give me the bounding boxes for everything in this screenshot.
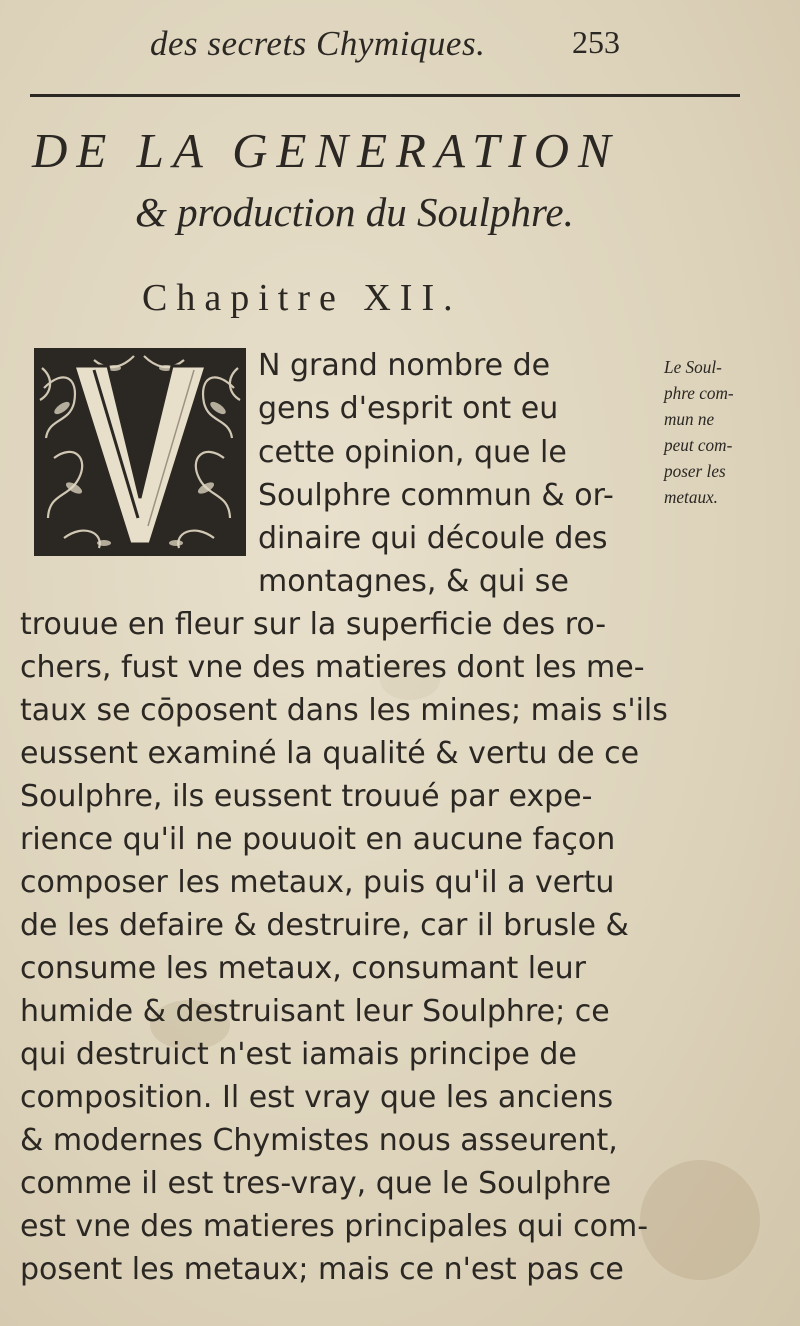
text-line: cette opinion, que le bbox=[258, 435, 567, 470]
chapter-number: Chapitre XII. bbox=[142, 277, 462, 319]
text-line: & modernes Chymistes nous asseurent, bbox=[20, 1123, 618, 1158]
text-line: taux se cōposent dans les mines; mais s'ils bbox=[20, 693, 668, 728]
margin-note-line: poser les bbox=[664, 461, 726, 481]
text-line: consume les metaux, consumant leur bbox=[20, 951, 586, 986]
text-line: montagnes, & qui se bbox=[258, 564, 569, 599]
text-line: rience qu'il ne pouuoit en aucune façon bbox=[20, 822, 616, 857]
running-title: des secrets Chymiques. bbox=[150, 24, 486, 63]
margin-note bbox=[664, 354, 800, 510]
margin-note-line: peut com- bbox=[664, 435, 733, 455]
text-line: de les defaire & destruire, car il brusle & bbox=[20, 908, 629, 943]
text-line: eussent examiné la qualité & vertu de ce bbox=[20, 736, 640, 771]
text-line: Soulphre commun & or- bbox=[258, 478, 614, 513]
text-line: composition. Il est vray que les anciens bbox=[20, 1080, 614, 1115]
margin-note-line: mun ne bbox=[664, 409, 715, 429]
text-line: chers, fust vne des matieres dont les me- bbox=[20, 650, 645, 685]
margin-note-line: metaux. bbox=[664, 487, 718, 507]
text-line: N grand nombre de bbox=[258, 348, 551, 383]
text-line: trouue en fleur sur la superficie des ro- bbox=[20, 607, 607, 642]
text-line: posent les metaux; mais ce n'est pas ce bbox=[20, 1252, 624, 1287]
chapter-subheading: & production du Soulphre. bbox=[135, 189, 574, 235]
text-line: qui destruict n'est iamais principe de bbox=[20, 1037, 577, 1072]
text-line: dinaire qui découle des bbox=[258, 521, 608, 556]
margin-note-line: Le Soul- bbox=[664, 357, 722, 377]
text-line: comme il est tres-vray, que le Soulphre bbox=[20, 1166, 612, 1201]
text-line: composer les metaux, puis qu'il a vertu bbox=[20, 865, 615, 900]
page-number: 253 bbox=[572, 24, 620, 60]
text-line: gens d'esprit ont eu bbox=[258, 391, 559, 426]
margin-note-line: phre com- bbox=[664, 383, 734, 403]
text-line: humide & destruisant leur Soulphre; ce bbox=[20, 994, 610, 1029]
text-line: est vne des matieres principales qui com- bbox=[20, 1209, 649, 1244]
chapter-heading: DE LA GENERATION bbox=[32, 123, 620, 178]
text-line: Soulphre, ils eussent trouué par expe- bbox=[20, 779, 593, 814]
